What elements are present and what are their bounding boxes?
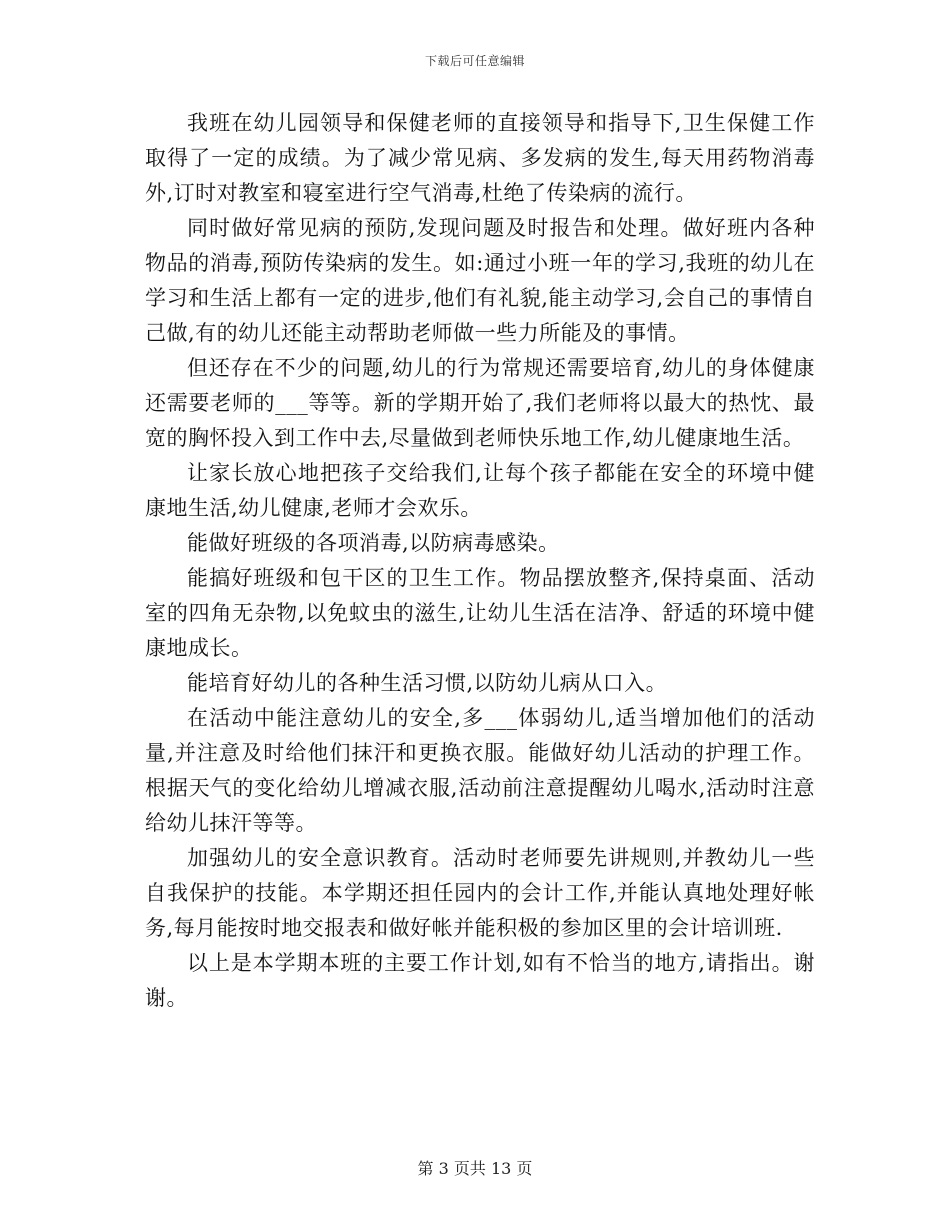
page-number: 第 3 页共 13 页 — [417, 1159, 533, 1178]
paragraph-3: 但还存在不少的问题,幼儿的行为常规还需要培育,幼儿的身体健康还需要老师的___等等。新的学期开始了,我们老师将以最大的热忱、最宽的胸怀投入到工作中去,尽量做到老师快乐地工作,幼儿健康地生活。 — [145, 356, 815, 450]
paragraph-5: 能做好班级的各项消毒,以防病毒感染。 — [187, 531, 560, 555]
page-header: 下载后可任意编辑 — [424, 54, 525, 68]
paragraph-6: 能搞好班级和包干区的卫生工作。物品摆放整齐,保持桌面、活动室的四角无杂物,以免蚊虫的滋生,让幼儿生活在洁净、舒适的环境中健康地成长。 — [145, 566, 815, 660]
paragraph-2: 同时做好常见病的预防,发现问题及时报告和处理。做好班内各种物品的消毒,预防传染病的发生。如:通过小班一年的学习,我班的幼儿在学习和生活上都有一定的进步,他们有礼貌,能主动学习,会自己的事情自己做,有的幼儿还能主动帮助老师做一些力所能及的事情。 — [145, 216, 815, 345]
document-body — [145, 106, 815, 1016]
paragraph-1: 我班在幼儿园领导和保健老师的直接领导和指导下,卫生保健工作取得了一定的成绩。为了减少常见病、多发病的发生,每天用药物消毒外,订时对教室和寝室进行空气消毒,杜绝了传染病的流行。 — [145, 111, 815, 205]
paragraph-9: 加强幼儿的安全意识教育。活动时老师要先讲规则,并教幼儿一些自我保护的技能。本学期还担任园内的会计工作,并能认真地处理好帐务,每月能按时地交报表和做好帐并能积极的参加区里的会计培训班. — [145, 846, 815, 940]
paragraph-10: 以上是本学期本班的主要工作计划,如有不恰当的地方,请指出。谢谢。 — [145, 951, 815, 1010]
paragraph-8: 在活动中能注意幼儿的安全,多___体弱幼儿,适当增加他们的活动量,并注意及时给他们抹汗和更换衣服。能做好幼儿活动的护理工作。根据天气的变化给幼儿增减衣服,活动前注意提醒幼儿喝水,活动时注意给幼儿抹汗等等。 — [145, 706, 815, 835]
paragraph-4: 让家长放心地把孩子交给我们,让每个孩子都能在安全的环境中健康地生活,幼儿健康,老师才会欢乐。 — [145, 461, 815, 520]
paragraph-7: 能培育好幼儿的各种生活习惯,以防幼儿病从口入。 — [187, 671, 668, 695]
